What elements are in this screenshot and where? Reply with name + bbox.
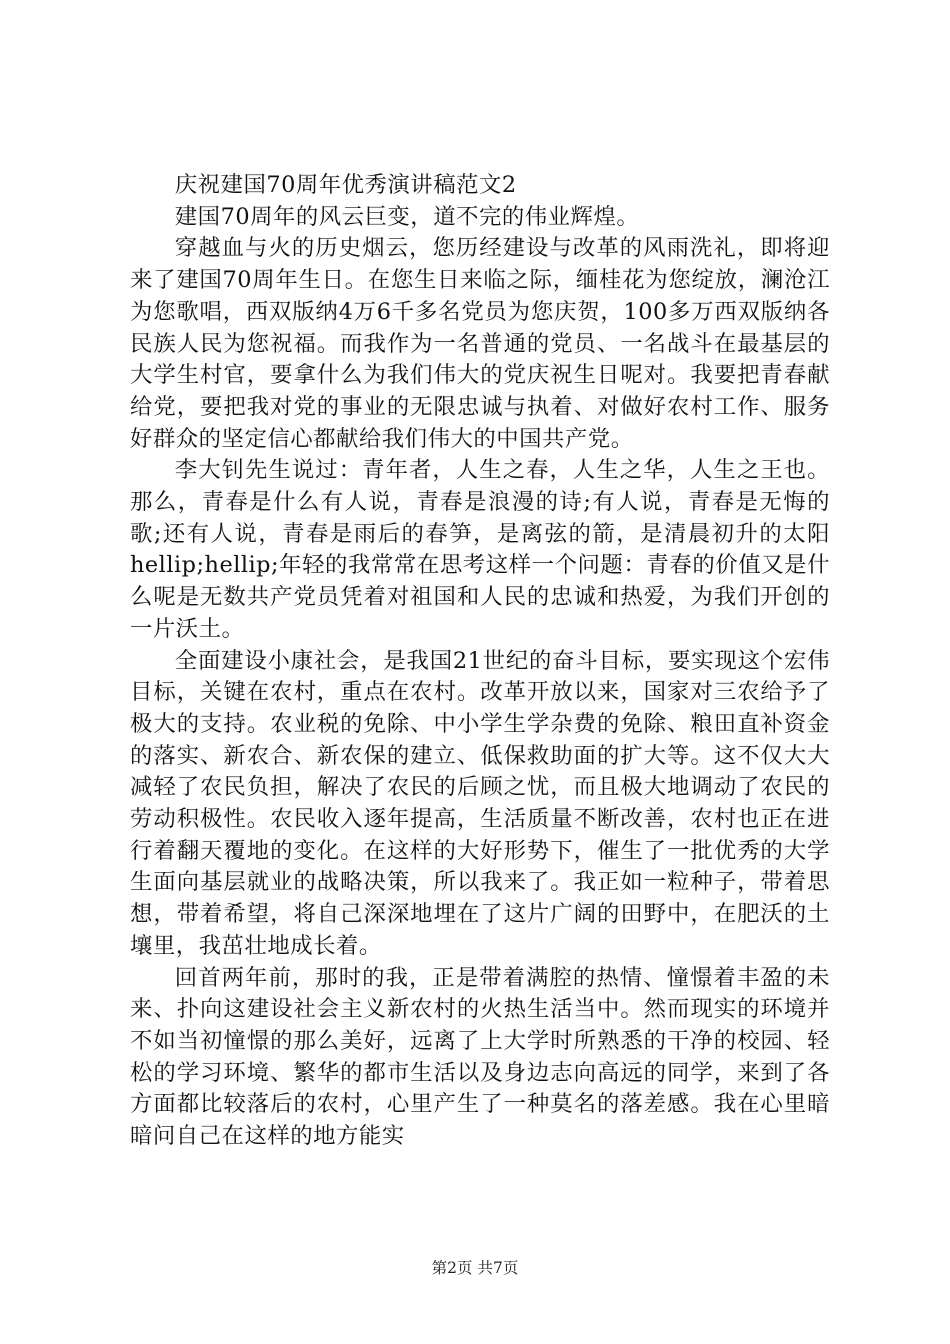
paragraph-3: 李大钊先生说过：青年者，人生之春，人生之华，人生之王也。那么，青春是什么有人说，青春是浪漫的诗;有人说，青春是无悔的歌;还有人说，青春是雨后的春笋，是离弦的箭，是清晨初升的太阳hellip;hellip;年轻的我常常在思考这样一个问题：青春的价值又是什么呢是无数共产党员凭着对祖国和人民的忠诚和热爱，为我们开创的一片沃土。: [130, 457, 830, 642]
page-number-label: 第2页 共7页: [431, 1259, 519, 1277]
paragraph-5: 回首两年前，那时的我，正是带着满腔的热情、憧憬着丰盈的未来、扑向这建设社会主义新农村的火热生活当中。然而现实的环境并不如当初憧憬的那么美好，远离了上大学时所熟悉的干净的校园、轻松的学习环境、繁华的都市生活以及身边志向高远的同学，来到了各方面都比较落后的农村，心里产生了一种莫名的落差感。我在心里暗暗问自己在这样的地方能实: [130, 964, 830, 1150]
document-title: 庆祝建国70周年优秀演讲稿范文2: [174, 172, 517, 198]
paragraph-4: 全面建设小康社会，是我国21世纪的奋斗目标，要实现这个宏伟目标，关键在农村，重点在农村。改革开放以来，国家对三农给予了极大的支持。农业税的免除、中小学生学杂费的免除、粮田直补资金的落实、新农合、新农保的建立、低保救助面的扩大等。这不仅大大减轻了农民负担，解决了农民的后顾之忧，而且极大地调动了农民的劳动积极性。农民收入逐年提高，生活质量不断改善，农村也正在进行着翻天覆地的变化。在这样的大好形势下，催生了一批优秀的大学生面向基层就业的战略决策，所以我来了。我正如一粒种子，带着思想，带着希望，将自己深深地埋在了这片广阔的田野中，在肥沃的土壤里，我茁壮地成长着。: [130, 647, 830, 959]
document-body: [130, 170, 830, 1153]
paragraph-1: 建国70周年的风云巨变，道不完的伟业辉煌。: [174, 203, 640, 230]
page-footer: [0, 1256, 950, 1278]
paragraph-2: 穿越血与火的历史烟云，您历经建设与改革的风雨洗礼，即将迎来了建国70周年生日。在您生日来临之际，缅桂花为您绽放，澜沧江为您歌唱，西双版纳4万6千多名党员为您庆贺，100多万西双版纳各民族人民为您祝福。而我作为一名普通的党员、一名战斗在最基层的大学生村官，要拿什么为我们伟大的党庆祝生日呢对。我要把青春献给党，要把我对党的事业的无限忠诚与执着、对做好农村工作、服务好群众的坚定信心都献给我们伟大的中国共产党。: [130, 235, 830, 452]
